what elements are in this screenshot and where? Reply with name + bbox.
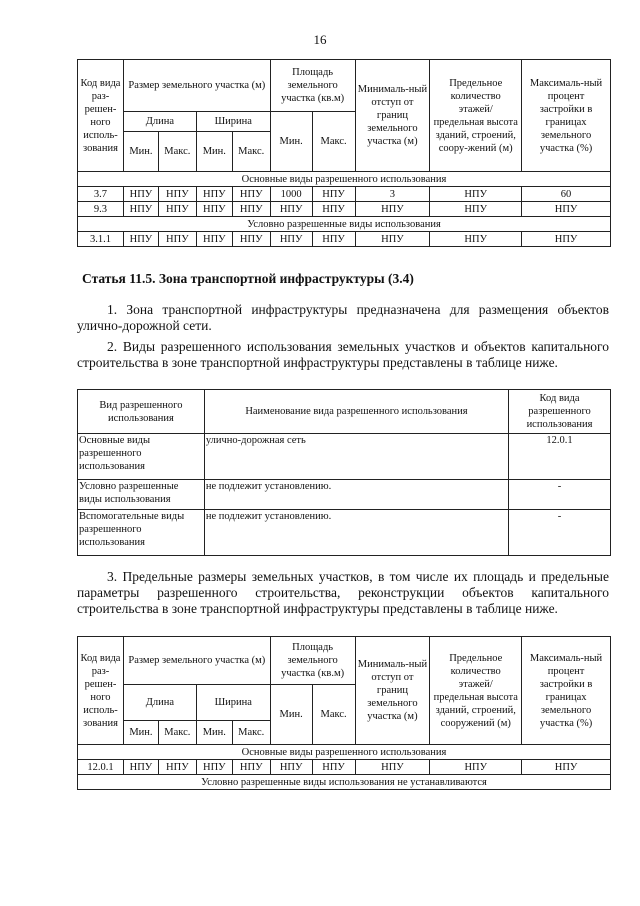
cell: НПУ xyxy=(312,187,355,202)
header-width-max: Макс. xyxy=(232,721,270,745)
header-width-max: Макс. xyxy=(232,132,270,172)
table-row xyxy=(78,480,611,510)
section-conditional: Условно разрешенные виды использования не устанавливаются xyxy=(78,775,611,790)
cell: 9.3 xyxy=(78,202,124,217)
header-code: Код вида раз-решен-ного исполь-зования xyxy=(78,637,124,745)
table-row xyxy=(78,232,611,247)
cell: НПУ xyxy=(232,760,270,775)
use-type: Вспомогательные виды разрешенного использования xyxy=(78,510,205,556)
cell: НПУ xyxy=(232,232,270,247)
use-name: улично-дорожная сеть xyxy=(204,434,508,480)
header-area-min: Мин. xyxy=(270,685,312,745)
cell: НПУ xyxy=(123,187,158,202)
use-name: не подлежит установлению. xyxy=(204,510,508,556)
cell: НПУ xyxy=(232,187,270,202)
cell: НПУ xyxy=(270,232,312,247)
header-use-name: Наименование вида разрешенного использования xyxy=(204,390,508,434)
header-length-max: Макс. xyxy=(158,132,196,172)
table-row xyxy=(78,187,611,202)
cell: НПУ xyxy=(355,760,430,775)
use-type: Основные виды разрешенного использования xyxy=(78,434,205,480)
cell: НПУ xyxy=(522,760,611,775)
cell: 1000 xyxy=(270,187,312,202)
cell: 3.7 xyxy=(78,187,124,202)
use-name: не подлежит установлению. xyxy=(204,480,508,510)
cell: НПУ xyxy=(158,760,196,775)
paragraph-3: 3. Предельные размеры земельных участков, в том числе их площадь и предельные параметры разрешенного строительства, реконструкции объектов капитального строительства в зоне транспортной инфраструктуры представлены в таблице ниже. xyxy=(77,569,609,616)
cell: НПУ xyxy=(232,202,270,217)
cell: НПУ xyxy=(196,187,232,202)
cell: НПУ xyxy=(522,232,611,247)
cell: НПУ xyxy=(123,202,158,217)
cell: НПУ xyxy=(430,187,522,202)
header-size: Размер земельного участка (м) xyxy=(123,637,270,685)
header-percent: Максималь-ный процент застройки в границах земельного участка (%) xyxy=(522,637,611,745)
header-setback: Минималь-ный отступ от границ земельного участка (м) xyxy=(355,60,430,172)
header-width-min: Мин. xyxy=(196,132,232,172)
cell: НПУ xyxy=(312,232,355,247)
article-heading: Статья 11.5. Зона транспортной инфраструктуры (3.4) xyxy=(82,271,414,286)
cell: 3.1.1 xyxy=(78,232,124,247)
table-row xyxy=(78,760,611,775)
header-length-min: Мин. xyxy=(123,132,158,172)
cell: НПУ xyxy=(312,202,355,217)
header-width: Ширина xyxy=(196,112,270,132)
use-code: - xyxy=(509,510,611,556)
cell: НПУ xyxy=(158,232,196,247)
header-use-type: Вид разрешенного использования xyxy=(78,390,205,434)
cell: НПУ xyxy=(158,202,196,217)
header-area: Площадь земельного участка (кв.м) xyxy=(270,60,355,112)
header-code: Код вида раз-решен-ного исполь-зования xyxy=(78,60,124,172)
header-length: Длина xyxy=(123,112,196,132)
cell: НПУ xyxy=(123,760,158,775)
cell: НПУ xyxy=(270,202,312,217)
header-size: Размер земельного участка (м) xyxy=(123,60,270,112)
table-row xyxy=(78,510,611,556)
cell: НПУ xyxy=(196,202,232,217)
cell: НПУ xyxy=(430,760,522,775)
cell: 3 xyxy=(355,187,430,202)
header-floors: Предельное количество этажей/ предельная высота зданий, строений, сооружений (м) xyxy=(430,637,522,745)
cell: НПУ xyxy=(522,202,611,217)
header-area-max: Макс. xyxy=(312,685,355,745)
header-width-min: Мин. xyxy=(196,721,232,745)
section-conditional: Условно разрешенные виды использования xyxy=(78,217,611,232)
parameters-table-2 xyxy=(77,636,611,790)
header-length: Длина xyxy=(123,685,196,721)
cell: НПУ xyxy=(123,232,158,247)
page-number: 16 xyxy=(313,32,327,47)
table-row xyxy=(78,434,611,480)
cell: 12.0.1 xyxy=(78,760,124,775)
header-length-max: Макс. xyxy=(158,721,196,745)
section-main: Основные виды разрешенного использования xyxy=(78,745,611,760)
use-type: Условно разрешенные виды использования xyxy=(78,480,205,510)
cell: НПУ xyxy=(312,760,355,775)
header-width: Ширина xyxy=(196,685,270,721)
cell: НПУ xyxy=(270,760,312,775)
section-main: Основные виды разрешенного использования xyxy=(78,172,611,187)
header-setback: Минималь-ный отступ от границ земельного участка (м) xyxy=(355,637,430,745)
cell: НПУ xyxy=(158,187,196,202)
permitted-use-table xyxy=(77,389,611,556)
header-area-max: Макс. xyxy=(312,112,355,172)
header-floors: Предельное количество этажей/ предельная высота зданий, строений, соору-жений (м) xyxy=(430,60,522,172)
header-area-min: Мин. xyxy=(270,112,312,172)
cell: НПУ xyxy=(355,232,430,247)
paragraph-1: 1. Зона транспортной инфраструктуры предназначена для размещения объектов улично-дорожной сети. xyxy=(77,302,609,333)
table-row xyxy=(78,202,611,217)
cell: НПУ xyxy=(355,202,430,217)
parameters-table-1 xyxy=(77,59,611,247)
header-percent: Максималь-ный процент застройки в границах земельного участка (%) xyxy=(522,60,611,172)
cell: 60 xyxy=(522,187,611,202)
use-code: - xyxy=(509,480,611,510)
header-use-code: Код вида разрешенного использования xyxy=(509,390,611,434)
use-code: 12.0.1 xyxy=(509,434,611,480)
cell: НПУ xyxy=(196,760,232,775)
header-length-min: Мин. xyxy=(123,721,158,745)
paragraph-2: 2. Виды разрешенного использования земельных участков и объектов капитального строительства в зоне транспортной инфраструктуры представлены в таблице ниже. xyxy=(77,339,609,370)
cell: НПУ xyxy=(430,202,522,217)
cell: НПУ xyxy=(430,232,522,247)
cell: НПУ xyxy=(196,232,232,247)
header-area: Площадь земельного участка (кв.м) xyxy=(270,637,355,685)
